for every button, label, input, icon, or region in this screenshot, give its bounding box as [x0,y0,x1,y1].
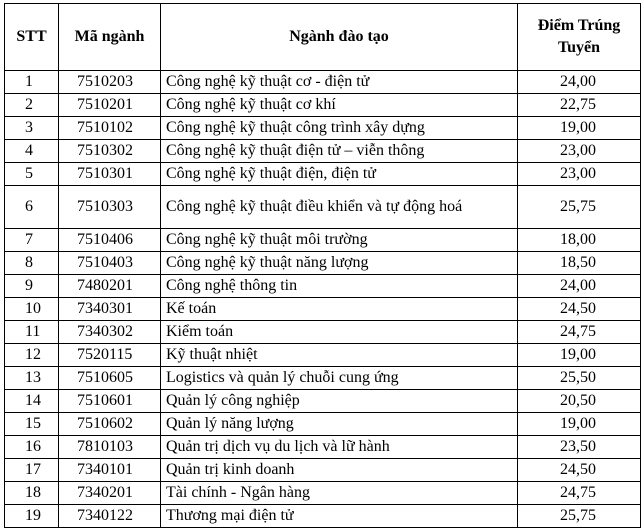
table-row [5,229,641,252]
table-row [5,252,641,275]
header-major-code: Mã ngành [59,4,161,71]
row-major-name-cell: Kỹ thuật nhiệt [161,344,518,367]
row-major-name-cell: Công nghệ kỹ thuật điều khiển và tự động hoá [161,186,518,229]
row-major-name-cell: Công nghệ kỹ thuật điện, điện tử [161,163,518,186]
row-score-cell: 18,50 [518,252,641,275]
row-major-code-cell: 7340201 [59,482,161,505]
row-major-name-cell: Quản lý công nghiệp [161,390,518,413]
row-stt-cell: 3 [5,117,59,140]
header-major-name: Ngành đào tạo [161,4,518,71]
row-score-cell: 19,00 [518,413,641,436]
row-major-name-cell: Logistics và quản lý chuỗi cung ứng [161,367,518,390]
table-row [5,505,641,528]
row-stt-cell: 8 [5,252,59,275]
row-score-cell: 24,00 [518,71,641,94]
row-stt-cell: 1 [5,71,59,94]
row-major-code-cell: 7340301 [59,298,161,321]
table-header [5,4,641,71]
row-major-code-cell: 7810103 [59,436,161,459]
header-row [5,4,641,71]
row-stt-cell: 19 [5,505,59,528]
row-score-cell: 23,00 [518,163,641,186]
row-stt-cell: 9 [5,275,59,298]
row-major-name-cell: Công nghệ thông tin [161,275,518,298]
row-major-code-cell: 7510301 [59,163,161,186]
row-major-name-cell: Kiểm toán [161,321,518,344]
row-major-name-cell: Công nghệ kỹ thuật cơ - điện tử [161,71,518,94]
row-score-cell: 20,50 [518,390,641,413]
table-row [5,275,641,298]
row-major-name-cell: Công nghệ kỹ thuật môi trường [161,229,518,252]
row-major-code-cell: 7510406 [59,229,161,252]
row-major-code-cell: 7520115 [59,344,161,367]
table-row [5,298,641,321]
row-major-name-cell: Thương mại điện tử [161,505,518,528]
row-major-name-cell: Công nghệ kỹ thuật điện tử – viễn thông [161,140,518,163]
row-score-cell: 24,75 [518,321,641,344]
row-stt-cell: 4 [5,140,59,163]
row-stt-cell: 10 [5,298,59,321]
row-score-cell: 25,50 [518,367,641,390]
row-major-name-cell: Công nghệ kỹ thuật công trình xây dựng [161,117,518,140]
row-stt-cell: 14 [5,390,59,413]
row-major-code-cell: 7510302 [59,140,161,163]
table-body [5,71,641,528]
row-stt-cell: 13 [5,367,59,390]
row-stt-cell: 11 [5,321,59,344]
header-stt: STT [5,4,59,71]
row-major-code-cell: 7510102 [59,117,161,140]
table-row [5,436,641,459]
row-score-cell: 24,50 [518,459,641,482]
table-row [5,321,641,344]
row-score-cell: 19,00 [518,117,641,140]
table-row [5,186,641,229]
row-major-name-cell: Tài chính - Ngân hàng [161,482,518,505]
table-row [5,482,641,505]
table-row [5,163,641,186]
table-row [5,367,641,390]
row-major-name-cell: Quản trị dịch vụ du lịch và lữ hành [161,436,518,459]
row-stt-cell: 18 [5,482,59,505]
row-stt-cell: 7 [5,229,59,252]
row-score-cell: 23,00 [518,140,641,163]
row-stt-cell: 17 [5,459,59,482]
row-major-code-cell: 7340302 [59,321,161,344]
row-score-cell: 25,75 [518,186,641,229]
row-major-code-cell: 7510601 [59,390,161,413]
admission-scores-table [4,3,641,528]
table-row [5,390,641,413]
table-row [5,94,641,117]
row-major-name-cell: Công nghệ kỹ thuật cơ khí [161,94,518,117]
row-major-code-cell: 7340101 [59,459,161,482]
header-admission-score: Điểm Trúng Tuyển [518,4,641,71]
row-score-cell: 24,00 [518,275,641,298]
row-score-cell: 19,00 [518,344,641,367]
row-major-code-cell: 7510403 [59,252,161,275]
row-stt-cell: 16 [5,436,59,459]
row-major-code-cell: 7510602 [59,413,161,436]
row-major-name-cell: Quản lý năng lượng [161,413,518,436]
row-major-code-cell: 7510203 [59,71,161,94]
row-major-code-cell: 7480201 [59,275,161,298]
table-row [5,344,641,367]
row-stt-cell: 6 [5,186,59,229]
row-major-code-cell: 7510303 [59,186,161,229]
row-major-code-cell: 7510605 [59,367,161,390]
table-row [5,117,641,140]
row-major-name-cell: Kế toán [161,298,518,321]
table-row [5,413,641,436]
row-major-code-cell: 7340122 [59,505,161,528]
row-score-cell: 25,75 [518,505,641,528]
row-stt-cell: 2 [5,94,59,117]
row-major-name-cell: Quản trị kinh doanh [161,459,518,482]
table-row [5,71,641,94]
row-score-cell: 24,75 [518,482,641,505]
row-stt-cell: 15 [5,413,59,436]
row-score-cell: 22,75 [518,94,641,117]
row-score-cell: 24,50 [518,298,641,321]
table-row [5,140,641,163]
row-stt-cell: 5 [5,163,59,186]
row-score-cell: 23,50 [518,436,641,459]
table-row [5,459,641,482]
row-major-code-cell: 7510201 [59,94,161,117]
row-stt-cell: 12 [5,344,59,367]
row-score-cell: 18,00 [518,229,641,252]
row-major-name-cell: Công nghệ kỹ thuật năng lượng [161,252,518,275]
